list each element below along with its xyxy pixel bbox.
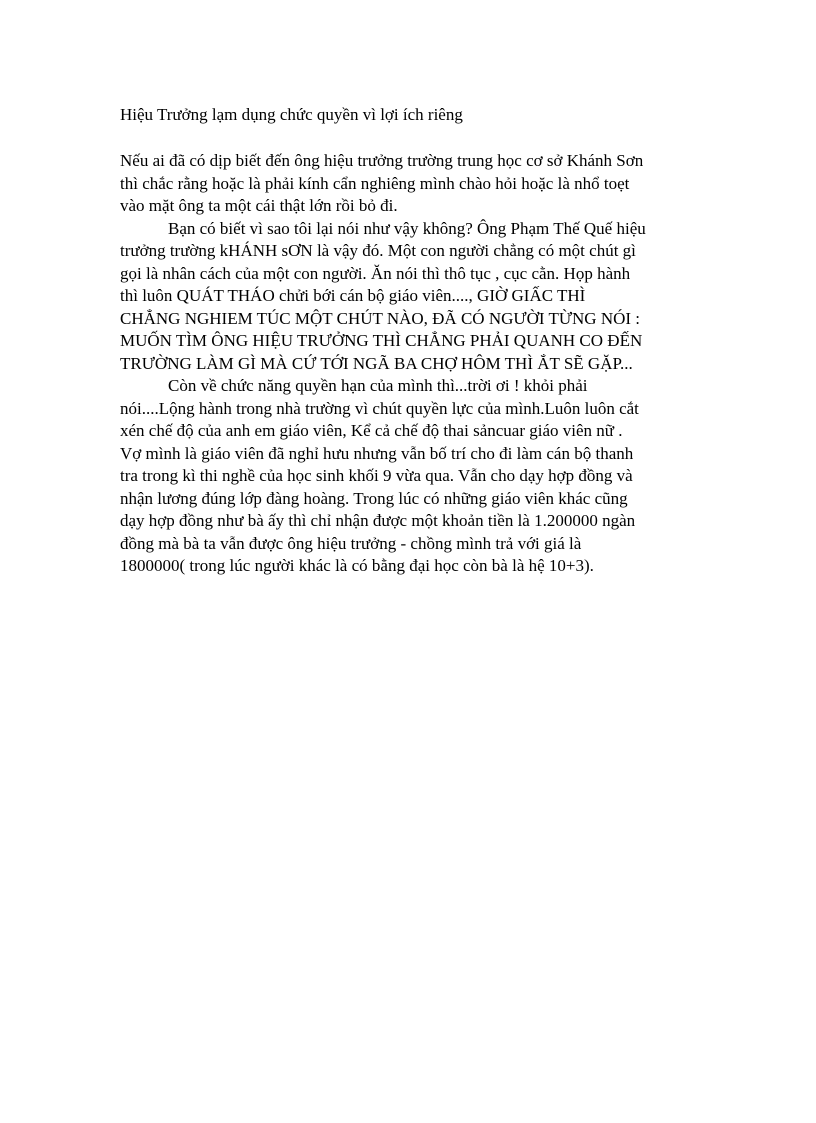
paragraph-line: Còn về chức năng quyền hạn của mình thì...trời ơi ! khỏi phải [168, 376, 588, 395]
paragraph-line: tra trong kì thi nghề của học sinh khối 9 vừa qua. Vẫn cho dạy hợp đồng và [120, 466, 633, 485]
paragraph-line: gọi là nhân cách của một con người. Ăn nói thì thô tục , cục cằn. Họp hành [120, 263, 631, 283]
paragraph-line: vào mặt ông ta một cái thật lớn rồi bỏ đi. [120, 196, 398, 215]
paragraph-line: đồng mà bà ta vẫn được ông hiệu trưởng - chồng mình trả với giá là [120, 533, 582, 553]
paragraph-line: trưởng trường kHÁNH sƠN là vậy đó. Một con người chẳng có một chút gì [120, 241, 636, 260]
paragraph-line: MUỐN TÌM ÔNG HIỆU TRƯỞNG THÌ CHẲNG PHẢI QUANH CO ĐẾN [120, 331, 643, 350]
paragraph-3 [120, 375, 720, 578]
paragraph-line: TRƯỜNG LÀM GÌ MÀ CỨ TỚI NGÃ BA CHỢ HÔM THÌ ẮT SẼ GẶP... [120, 353, 633, 373]
document-title: Hiệu Trưởng lạm dụng chức quyền vì lợi ích riêng [120, 105, 463, 124]
paragraph-line: dạy hợp đồng như bà ấy thì chỉ nhận được một khoản tiền là 1.200000 ngàn [120, 511, 636, 530]
paragraph-line: thì chắc rằng hoặc là phải kính cẩn nghiêng mình chào hỏi hoặc là nhổ toẹt [120, 173, 630, 193]
paragraph-line: Vợ mình là giáo viên đã nghỉ hưu nhưng vẫn bố trí cho đi làm cán bộ thanh [120, 443, 634, 463]
paragraph-line: nhận lương đúng lớp đàng hoàng. Trong lúc có những giáo viên khác cũng [120, 488, 628, 508]
paragraph-2 [120, 218, 720, 376]
paragraph-line: xén chế độ của anh em giáo viên, Kể cả chế độ thai sảncuar giáo viên nữ . [120, 421, 623, 440]
paragraph-line: thì luôn QUÁT THÁO chửi bới cán bộ giáo viên...., GIỜ GIẤC THÌ [120, 286, 586, 305]
paragraph-line: CHẲNG NGHIEM TÚC MỘT CHÚT NÀO, ĐÃ CÓ NGƯỜI TỪNG NÓI : [120, 308, 641, 328]
paragraph-line: Bạn có biết vì sao tôi lại nói như vậy không? Ông Phạm Thế Quế hiệu [168, 218, 646, 238]
document-body [120, 150, 720, 578]
paragraph-line: nói....Lộng hành trong nhà trường vì chút quyền lực của mình.Luôn luôn cắt [120, 398, 639, 418]
paragraph-1 [120, 150, 720, 218]
paragraph-line: 1800000( trong lúc người khác là có bằng đại học còn bà là hệ 10+3). [120, 556, 594, 575]
paragraph-line: Nếu ai đã có dịp biết đến ông hiệu trưởng trường trung học cơ sở Khánh Sơn [120, 151, 644, 170]
